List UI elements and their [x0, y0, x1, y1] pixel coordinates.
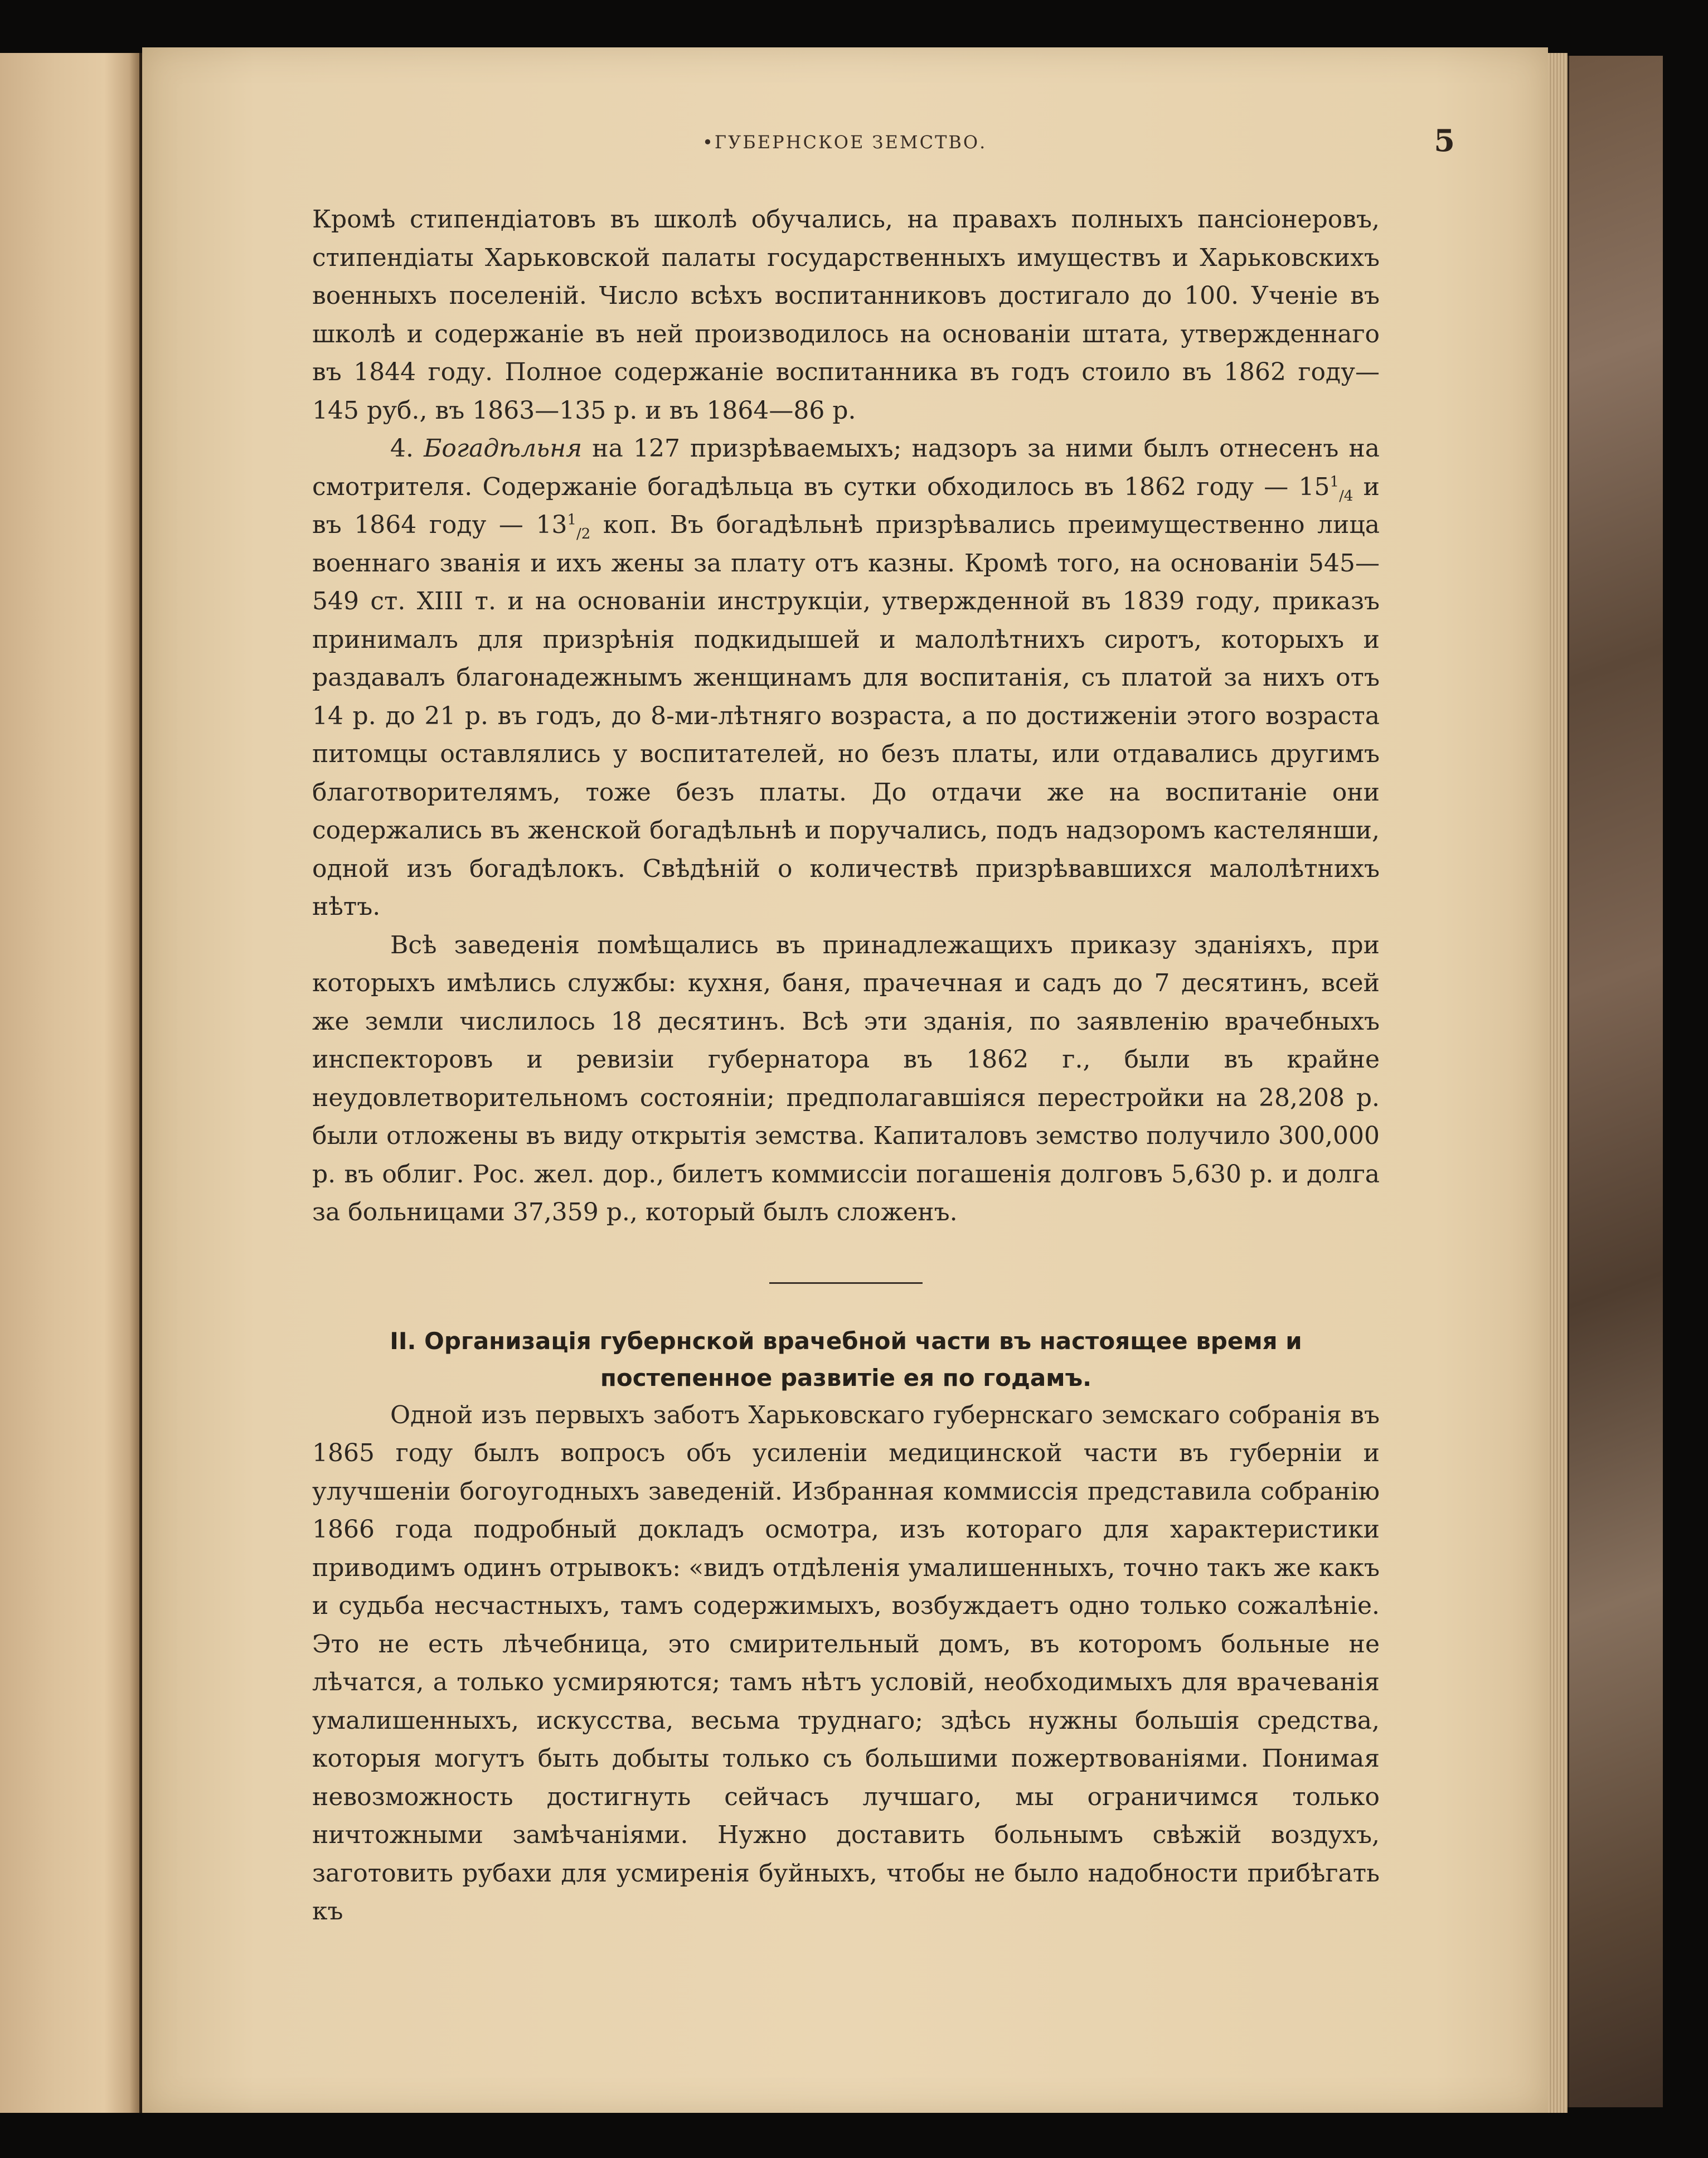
- section-heading: II. Организація губернской врачебной части въ настоящее время и постепенное развитіе ея по годамъ.: [390, 1327, 1302, 1391]
- marbled-cover: [1568, 56, 1663, 2107]
- page-text: [312, 201, 1380, 1931]
- fraction-2-den: /2: [576, 525, 591, 542]
- paragraph-buildings: Всѣ заведенія помѣщались въ принадлежащихъ приказу зданіяхъ, при которыхъ имѣлись службы: кухня, баня, прачечная и садъ до 7 десятинъ, всей же земли числилось 18 десятинъ. Всѣ эти зданія, по заявленію врачебныхъ инспекторовъ и ревизіи губернатора въ 1862 г., были въ крайне неудовлетворительномъ состояніи; предполагавшіяся перестройки на 28,208 р. были отложены въ виду открытія земства. Капиталовъ земство получило 300,000 р. въ облиг. Рос. жел. дор., билетъ коммиссіи погашенія долговъ 5,630 р. и долга за больницами 37,359 р., который былъ сложенъ.: [312, 930, 1380, 1226]
- paragraph-organization: Одной изъ первыхъ заботъ Харьковскаго губернскаго земскаго собранія въ 1865 году былъ вопросъ объ усиленіи медицинской части въ губерніи и улучшеніи богоугодныхъ заведеній. Избранная коммиссія представила собранію 1866 года подробный докладъ осмотра, изъ котораго для характеристики приводимъ одинъ отрывокъ: «видъ отдѣленія умалишенныхъ, точно такъ же какъ и судьба несчастныхъ, тамъ содержимыхъ, возбуждаетъ одно только сожалѣніе. Это не есть лѣчебница, это смирительный домъ, въ которомъ больные не лѣчатся, а только усмиряются; тамъ нѣтъ условій, необходимыхъ для врачеванія умалишенныхъ, искусства, весьма труднаго; здѣсь нужны большія средства, которыя могутъ быть добыты только съ большими пожертвованіями. Понимая невозможность достигнуть сейчасъ лучшаго, мы ограничимся только ничтожными замѣчаніями. Нужно доставить больнымъ свѣжій воздухъ, заготовить рубахи для усмиренія буйныхъ, чтобы не было надобности прибѣгать къ: [312, 1400, 1380, 1926]
- section-divider: [769, 1282, 923, 1284]
- paragraph-scholars: Кромѣ стипендіатовъ въ школѣ обучались, на правахъ полныхъ пансіонеровъ, стипендіаты Харьковской палаты государственныхъ имуществъ и Харьковскихъ военныхъ поселеній. Число всѣхъ воспитанниковъ достигало до 100. Ученіе въ школѣ и содержаніе въ ней производилось на основаніи штата, утвержденнаго въ 1844 году. Полное содержаніе воспитанника въ годъ стоило въ 1862 году—145 руб., въ 1863—135 р. и въ 1864—86 р.: [312, 205, 1380, 425]
- fraction-1-den: /4: [1339, 487, 1353, 505]
- opposite-page-edge: [0, 53, 139, 2113]
- page-number: 5: [1434, 123, 1455, 158]
- fraction-2-num: 1: [567, 511, 577, 528]
- page-header: [312, 123, 1455, 161]
- fraction-1-num: 1: [1329, 473, 1340, 490]
- running-title: •ГУБЕРНСКОЕ ЗЕМСТВО.: [702, 132, 987, 153]
- almshouse-text-a: на 127 призрѣваемыхъ; надзоръ за ними былъ отнесенъ на смотрителя. Содержаніе богадѣльца въ сутки обходилось въ 1862 году — 15: [312, 434, 1380, 501]
- paragraph-almshouse: [312, 430, 1380, 927]
- almshouse-text-b: и въ 1864 году — 13: [312, 472, 1380, 539]
- item-number: 4.: [390, 434, 414, 463]
- almshouse-text-c: коп. Въ богадѣльнѣ призрѣвались преимущественно лица военнаго званія и ихъ жены за плату отъ казны. Кромѣ того, на основаніи 545—549 ст. XIII т. и на основаніи инструкціи, утвержденной въ 1839 году, приказъ принималъ для призрѣнія подкидышей и малолѣтнихъ сиротъ, которыхъ и раздавалъ благонадежнымъ женщинамъ для воспитанія, съ платой за нихъ отъ 14 р. до 21 р. въ годъ, до 8-ми-лѣтняго возраста, а по достиженіи этого возраста питомцы оставлялись у воспитателей, но безъ платы, или отдавались другимъ благотворителямъ, тоже безъ платы. До отдачи же на воспитаніе они содержались въ женской богадѣльнѣ и поручались, подъ надзоромъ кастелянши, одной изъ богадѣлокъ. Свѣдѣній о количествѣ призрѣвавшихся малолѣтнихъ нѣтъ.: [312, 511, 1380, 921]
- almshouse-term: Богадѣльня: [424, 434, 583, 463]
- page-block-edges: [1548, 53, 1568, 2113]
